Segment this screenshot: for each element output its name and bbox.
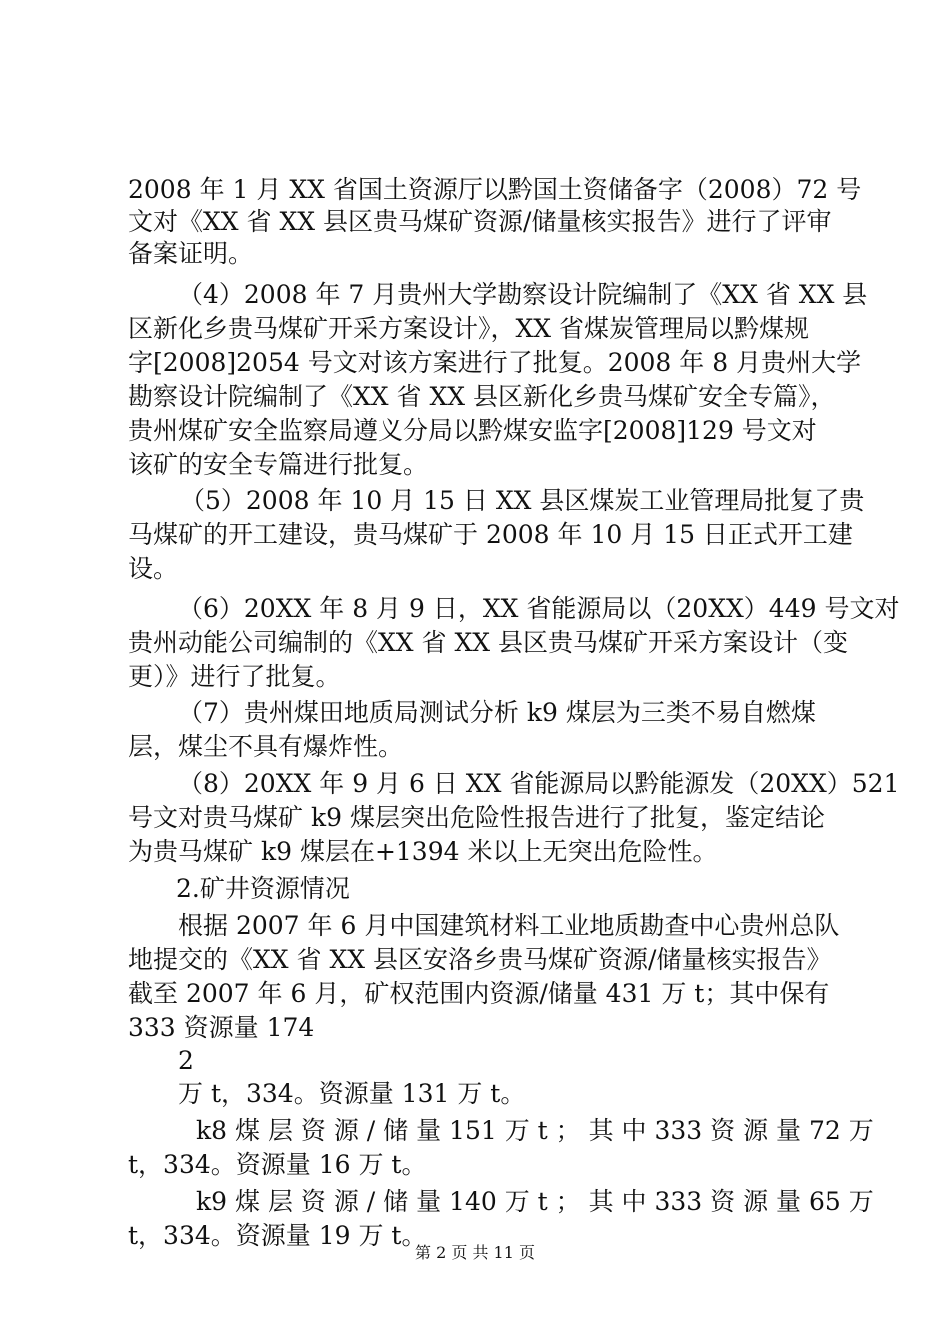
text-line: 截至 2007 年 6 月，矿权范围内资源/储量 431 万 t；其中保有 — [128, 979, 830, 1008]
text-line: 2008 年 1 月 XX 省国土资源厅以黔国土资储备字（2008）72 号 — [128, 175, 862, 204]
text-line: 区新化乡贵马煤矿开采方案设计》，XX 省煤炭管理局以黔煤规 — [128, 314, 810, 343]
text-line: 更）》进行了批复。 — [128, 662, 341, 691]
text-line: 勘察设计院编制了《XX 省 XX 县区新化乡贵马煤矿安全专篇》， — [128, 382, 836, 411]
text-line: 贵州动能公司编制的《XX 省 XX 县区贵马煤矿开采方案设计（变 — [128, 628, 849, 657]
text-line: （7）贵州煤田地质局测试分析 k9 煤层为三类不易自燃煤 — [178, 698, 816, 727]
text-line: 号文对贵马煤矿 k9 煤层突出危险性报告进行了批复，鉴定结论 — [128, 803, 825, 832]
text-line: 根据 2007 年 6 月中国建筑材料工业地质勘查中心贵州总队 — [178, 911, 840, 940]
text-line: t，334。资源量 19 万 t。 — [128, 1221, 427, 1250]
text-line: 地提交的《XX 省 XX 县区安洛乡贵马煤矿资源/储量核实报告》 — [128, 945, 832, 974]
text-line: 为贵马煤矿 k9 煤层在+1394 米以上无突出危险性。 — [128, 837, 718, 866]
text-line: 333 资源量 174 — [128, 1013, 315, 1042]
text-line: （6）20XX 年 8 月 9 日，XX 省能源局以（20XX）449 号文对 — [178, 594, 900, 623]
text-line: k9 煤 层 资 源 / 储 量 140 万 t ； 其 中 333 资 源 量 65 万 — [196, 1187, 874, 1216]
text-line: 万 t，334。资源量 131 万 t。 — [178, 1079, 526, 1108]
text-line: 该矿的安全专篇进行批复。 — [128, 450, 429, 479]
text-line: （8）20XX 年 9 月 6 日 XX 省能源局以黔能源发（20XX）521 — [178, 769, 900, 798]
section-heading: 2.矿井资源情况 — [176, 874, 350, 903]
text-line: 贵州煤矿安全监察局遵义分局以黔煤安监字[2008]129 号文对 — [128, 416, 817, 445]
text-line: k8 煤 层 资 源 / 储 量 151 万 t ； 其 中 333 资 源 量 72 万 — [196, 1116, 874, 1145]
page-footer: 第 2 页 共 11 页 — [415, 1243, 535, 1262]
text-line: 字[2008]2054 号文对该方案进行了批复。2008 年 8 月贵州大学 — [128, 348, 862, 377]
text-line: 备案证明。 — [128, 239, 254, 268]
text-line: t，334。资源量 16 万 t。 — [128, 1150, 427, 1179]
text-line: （4）2008 年 7 月贵州大学勘察设计院编制了《XX 省 XX 县 — [178, 280, 868, 309]
text-line: 设。 — [128, 554, 179, 583]
text-line: 文对《XX 省 XX 县区贵马煤矿资源/储量核实报告》进行了评审 — [128, 207, 832, 236]
text-line: 马煤矿的开工建设，贵马煤矿于 2008 年 10 月 15 日正式开工建 — [128, 520, 853, 549]
superscript-digit: 2 — [178, 1046, 194, 1075]
text-line: 层，煤尘不具有爆炸性。 — [128, 732, 404, 761]
text-line: （5）2008 年 10 月 15 日 XX 县区煤炭工业管理局批复了贵 — [180, 486, 865, 515]
